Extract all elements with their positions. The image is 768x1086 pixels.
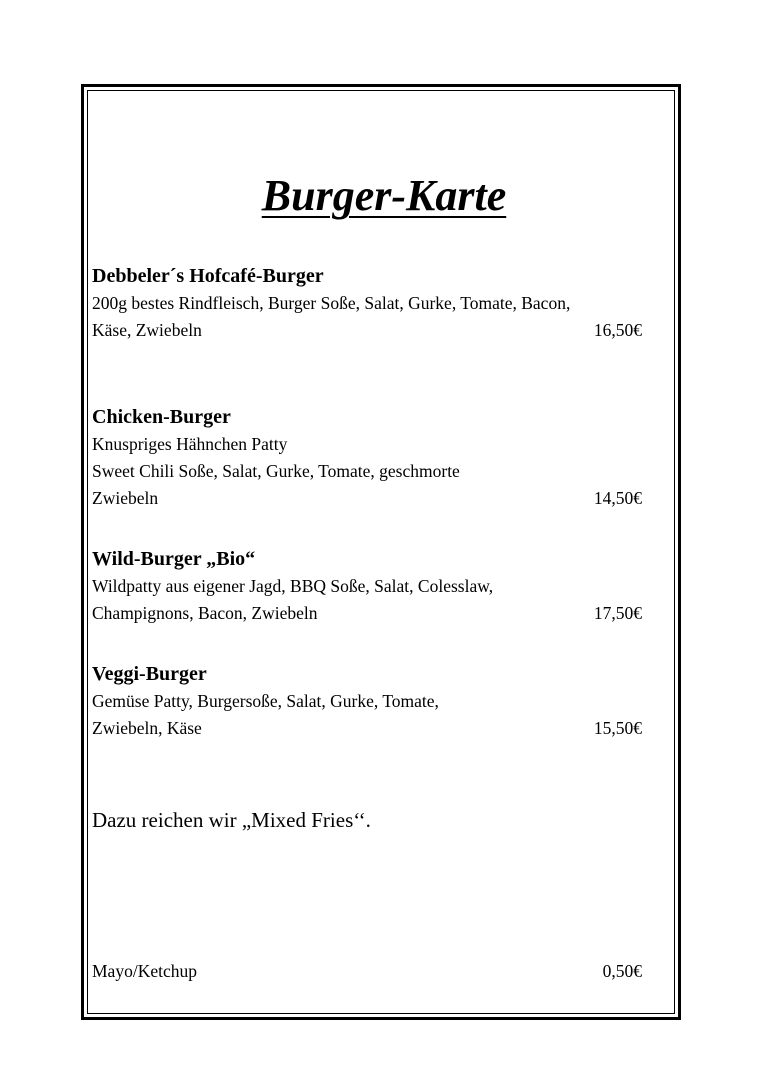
item-description-line-last	[92, 715, 644, 742]
item-price: 14,50€	[593, 488, 642, 508]
item-price: 16,50€	[593, 320, 642, 340]
extra-item-mayo-ketchup	[92, 958, 644, 985]
item-description-text: Zwiebeln	[92, 488, 159, 508]
menu-item-wild-burger	[92, 545, 644, 627]
item-description-line: Wildpatty aus eigener Jagd, BBQ Soße, Salat, Colesslaw,	[92, 576, 494, 596]
extra-item-price: 0,50€	[602, 961, 642, 981]
item-description-line-last	[92, 317, 644, 344]
item-name: Debbeler´s Hofcafé-Burger	[92, 265, 324, 287]
item-description-line: 200g bestes Rindfleisch, Burger Soße, Salat, Gurke, Tomate, Bacon,	[92, 293, 571, 313]
item-description-text: Käse, Zwiebeln	[92, 320, 202, 340]
item-description-text: Champignons, Bacon, Zwiebeln	[92, 603, 318, 623]
item-description-line: Gemüse Patty, Burgersoße, Salat, Gurke, Tomate,	[92, 691, 439, 711]
item-description-line: Sweet Chili Soße, Salat, Gurke, Tomate, geschmorte	[92, 461, 460, 481]
menu-title: Burger-Karte	[261, 171, 507, 220]
item-name: Wild-Burger „Bio“	[92, 548, 256, 570]
item-name: Chicken-Burger	[92, 406, 231, 428]
item-description-line-last	[92, 600, 644, 627]
menu-item-chicken-burger	[92, 403, 644, 512]
item-name: Veggi-Burger	[92, 663, 207, 685]
fries-note: Dazu reichen wir „Mixed Fries‘‘.	[92, 808, 371, 832]
item-price: 17,50€	[593, 603, 642, 623]
item-description-line: Knuspriges Hähnchen Patty	[92, 434, 288, 454]
extra-item-label: Mayo/Ketchup	[92, 961, 197, 981]
menu-item-veggi-burger	[92, 660, 644, 742]
item-description-line-last	[92, 485, 644, 512]
menu-item-hofcafe-burger	[92, 262, 644, 344]
item-description-text: Zwiebeln, Käse	[92, 718, 202, 738]
item-price: 15,50€	[593, 718, 642, 738]
